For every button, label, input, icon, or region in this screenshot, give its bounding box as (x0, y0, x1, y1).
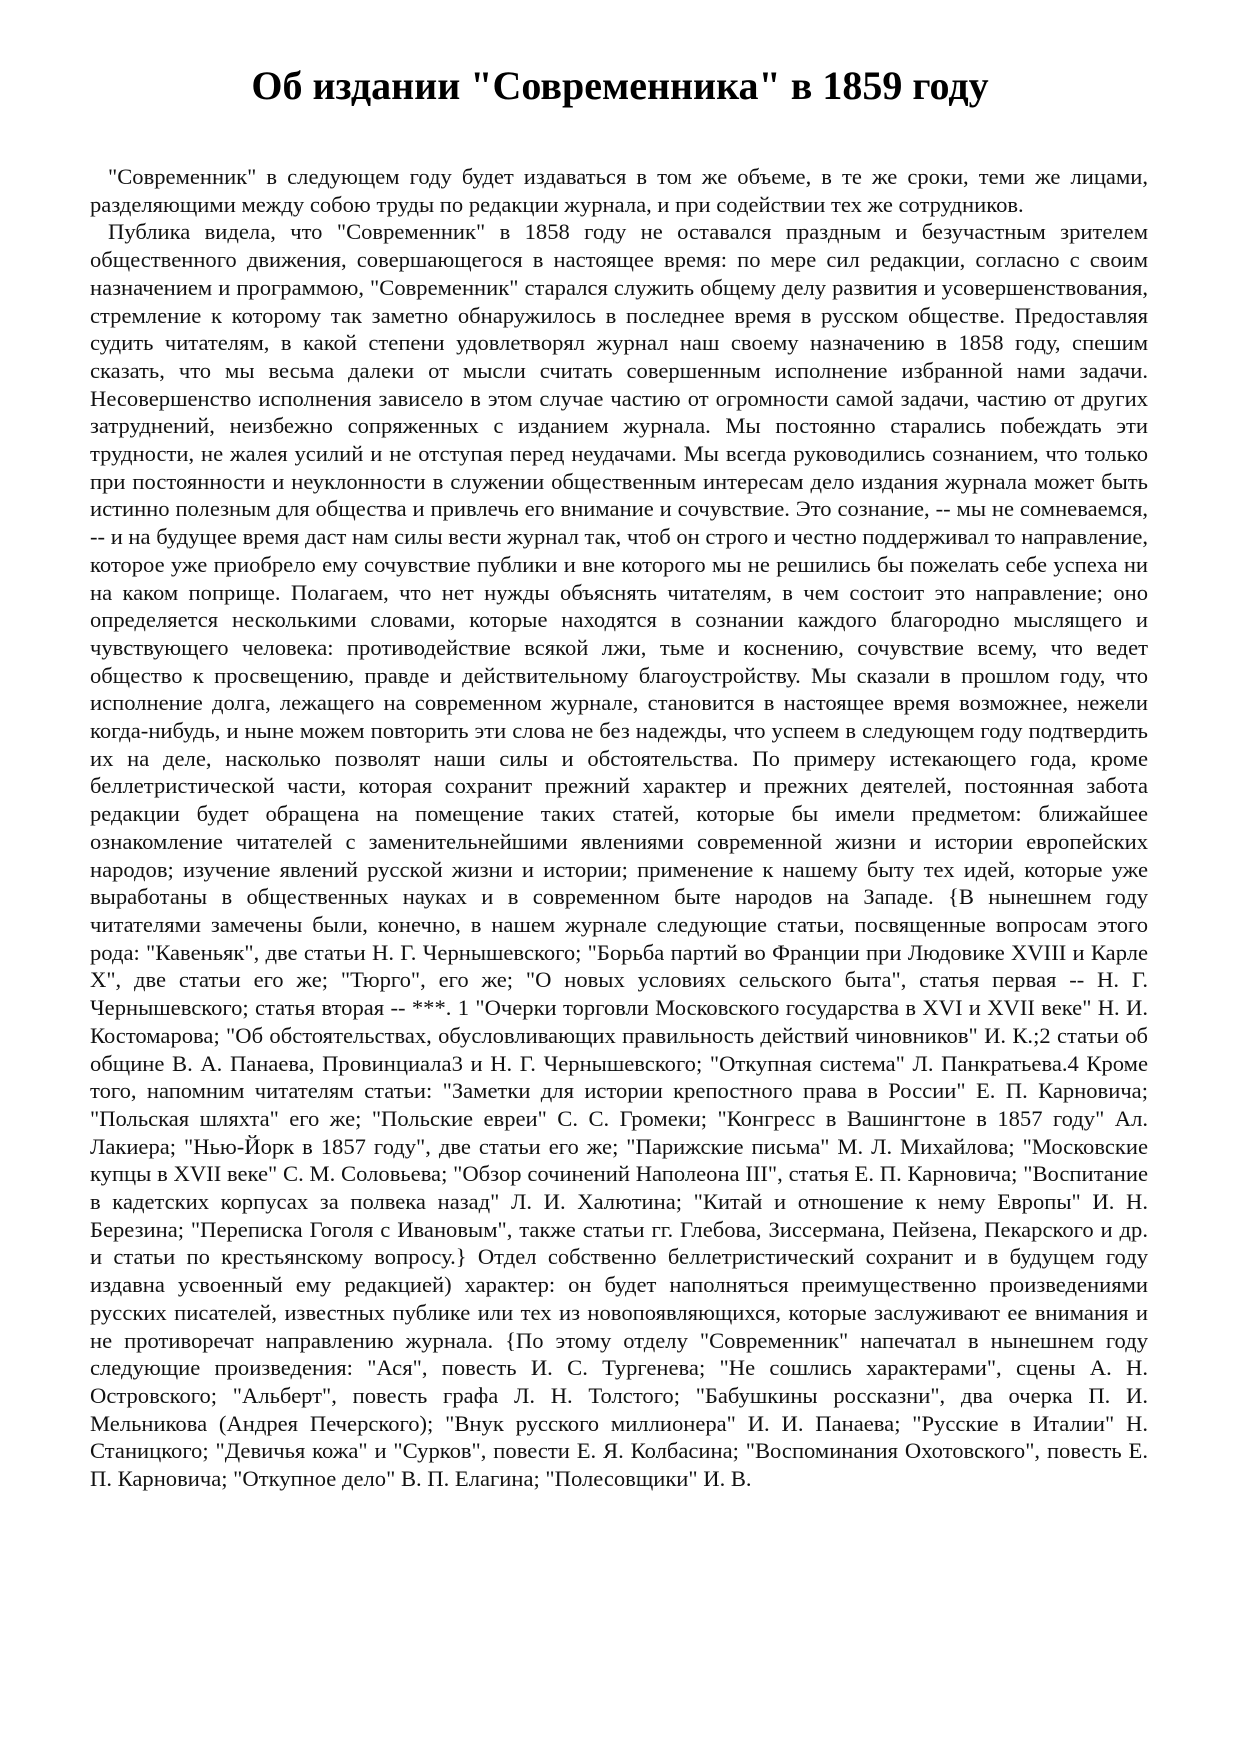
paragraph: Публика видела, что "Современник" в 1858 году не оставался праздным и безучастным зрителем общественного движения, совершающегося в настоящее время: по мере сил редакции, согласно с своим назначением и программою, "Современник" старался служить общему делу развития и усовершенствования, стремление к которому так заметно обнаружилось в последнее время в русском обществе. Предоставляя судить читателям, в какой степени удовлетворял журнал наш своему назначению в 1858 году, спешим сказать, что мы весьма далеки от мысли считать совершенным исполнение избранной нами задачи. Несовершенство исполнения зависело в этом случае частию от огромности самой задачи, частию от других затруднений, неизбежно сопряженных с изданием журнала. Мы постоянно старались побеждать эти трудности, не жалея усилий и не отступая перед неудачами. Мы всегда руководились сознанием, что только при постоянности и неуклонности в служении общественным интересам дело издания журнала может быть истинно полезным для общества и привлечь его внимание и сочувствие. Это сознание, -- мы не сомневаемся, -- и на будущее время даст нам силы вести журнал так, чтоб он строго и честно поддерживал то направление, которое уже приобрело ему сочувствие публики и вне которого мы не решились бы пожелать себе успеха ни на каком поприще. Полагаем, что нет нужды объяснять читателям, в чем состоит это направление; оно определяется несколькими словами, которые находятся в сознании каждого благородно мыслящего и чувствующего человека: противодействие всякой лжи, тьме и коснению, сочувствие всему, что ведет общество к просвещению, правде и действительному благоустройству. Мы сказали в прошлом году, что исполнение долга, лежащего на современном журнале, становится в настоящее время возможнее, нежели когда-нибудь, и ныне можем повторить эти слова не без надежды, что успеем в следующем году подтвердить их на деле, насколько позволят наши силы и обстоятельства. По примеру истекающего года, кроме беллетристической части, которая сохранит прежний характер и прежних деятелей, постоянная забота редакции будет обращена на помещение таких статей, которые бы имели предметом: ближайшее ознакомление читателей с заменительнейшими явлениями современной жизни и истории европейских народов; изучение явлений русской жизни и истории; применение к нашему быту тех идей, которые уже выработаны в общественных науках и в современном быте народов на Западе. {В нынешнем году читателями замечены были, конечно, в нашем журнале следующие статьи, посвященные вопросам этого рода: "Кавеньяк", две статьи Н. Г. Чернышевского; "Борьба партий во Франции при Людовике XVIII и Карле X", две статьи его же; "Тюрго", его же; "О новых условиях сельского быта", статья первая -- Н. Г. Чернышевского; статья вторая -- ***. 1 "Очерки торговли Московского государства в XVI и XVII веке" Н. И. Костомарова; "Об обстоятельствах, обусловливающих правильность действий чиновников" И. К.;2 статьи об общине В. А. Панаева, Провинциала3 и Н. Г. Чернышевского; "Откупная система" Л. Панкратьева.4 Кроме того, напомним читателям статьи: "Заметки для истории крепостного права в России" Е. П. Карновича; "Польская шляхта" его же; "Польские евреи" С. С. Громеки; "Конгресс в Вашингтоне в 1857 году" Ал. Лакиера; "Нью-Йорк в 1857 году", две статьи его же; "Парижские письма" М. Л. Михайлова; "Московские купцы в XVII веке" С. М. Соловьева; "Обзор сочинений Наполеона III", статья Е. П. Карновича; "Воспитание в кадетских корпусах за полвека назад" Л. И. Халютина; "Китай и отношение к нему Европы" И. Н. Березина; "Переписка Гоголя с Ивановым", также статьи гг. Глебова, Зиссермана, Пейзена, Пекарского и др. и статьи по крестьянскому вопросу.} Отдел собственно беллетристический сохранит и в будущем году издавна усвоенный ему редакцией) характер: он будет наполняться преимущественно произведениями русских писателей, известных публике или тех из новопоявляющихся, которые заслуживают ее внимания и не противоречат направлению журнала. {По этому отделу "Современник" напечатал в нынешнем году следующие произведения: "Ася", повесть И. С. Тургенева; "Не сошлись характерами", сцены А. Н. Островского; "Альберт", повесть графа Л. Н. Толстого; "Бабушкины россказни", два очерка П. И. Мельникова (Андрея Печерского); "Внук русского миллионера" И. И. Панаева; "Русские в Италии" Н. Станицкого; "Девичья кожа" и "Сурков", повести Е. Я. Колбасина; "Воспоминания Охотовского", повесть Е. П. Карновича; "Откупное дело" В. П. Елагина; "Полесовщики" И. В. (90, 219, 1149, 1492)
document-title: Об издании "Современника" в 1859 году (251, 63, 989, 108)
paragraph: "Современник" в следующем году будет издаваться в том же объеме, в те же сроки, теми же лицами, разделяющими между собою труды по редакции журнала, и при содействии тех же сотрудников. (90, 164, 1148, 217)
document-body (90, 163, 1148, 1493)
